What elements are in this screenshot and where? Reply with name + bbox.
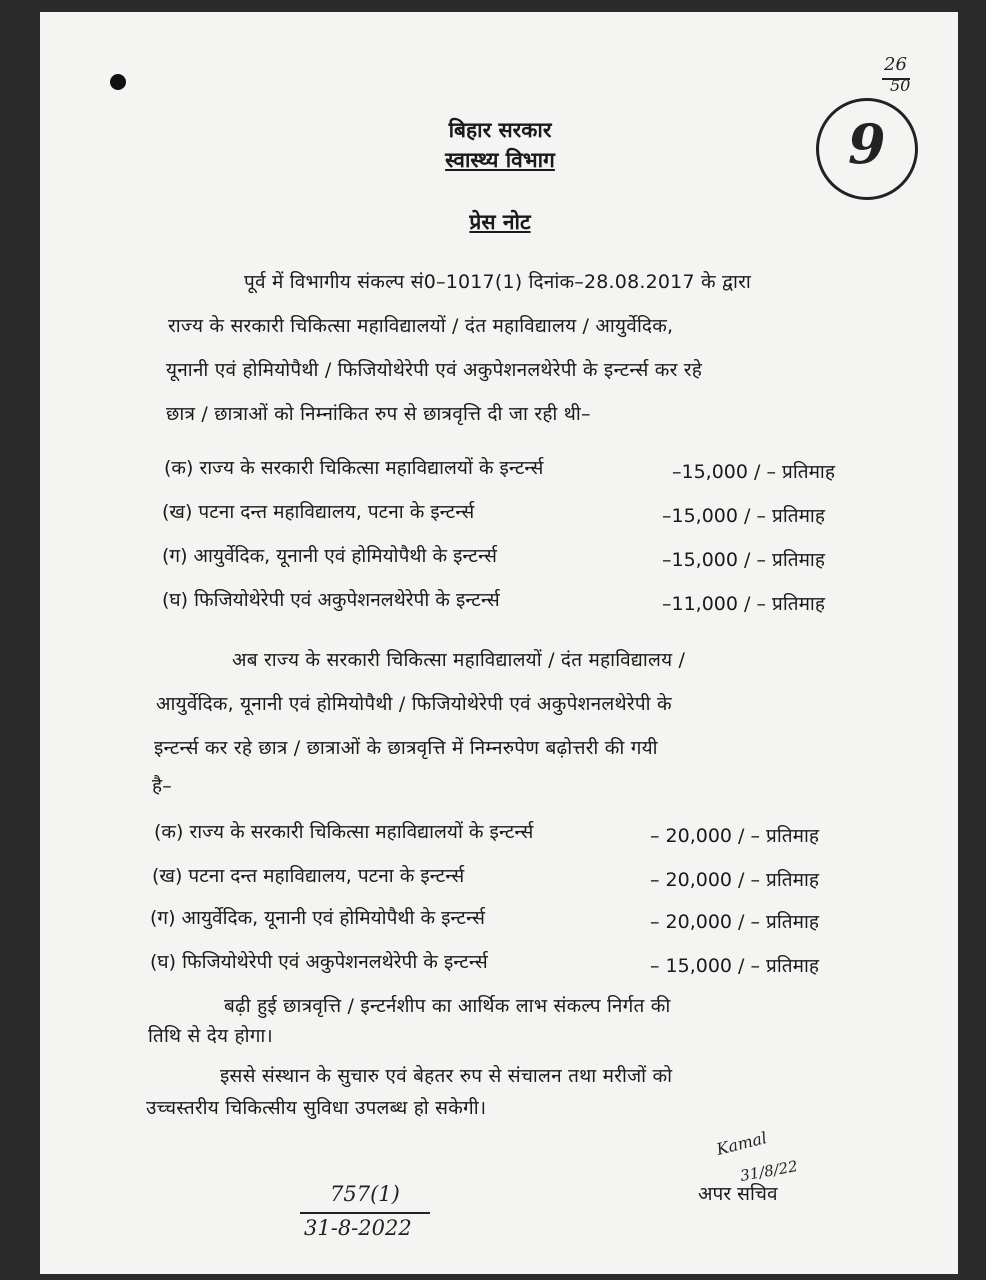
list2-amount-gha: – 15,000 / – प्रतिमाह <box>650 955 819 977</box>
punch-hole-mark <box>110 74 126 90</box>
signature-scribble: Kamal <box>714 1128 769 1159</box>
list2-item-kha: (ख) पटना दन्त महाविद्यालय, पटना के इन्टर्न्स <box>152 865 465 887</box>
para2-line2: आयुर्वेदिक, यूनानी एवं होमियोपैथी / फिजियोथेरेपी एवं अकुपेशनलथेरेपी के <box>156 693 672 715</box>
department-name: स्वास्थ्य विभाग <box>445 148 555 172</box>
signatory-designation: अपर सचिव <box>698 1183 778 1205</box>
para2-line4: है– <box>152 775 172 797</box>
dispatch-date: 31-8-2022 <box>304 1216 412 1240</box>
page-number-bottom: 50 <box>890 76 911 95</box>
list1-item-gha: (घ) फिजियोथेरेपी एवं अकुपेशनलथेरेपी के इन्टर्न्स <box>162 589 500 611</box>
circled-number: 9 <box>848 112 886 176</box>
list1-amount-gha: –11,000 / – प्रतिमाह <box>662 593 825 615</box>
list1-item-ga: (ग) आयुर्वेदिक, यूनानी एवं होमियोपैथी के इन्टर्न्स <box>162 545 497 567</box>
para1-line1: पूर्व में विभागीय संकल्प सं0–1017(1) दिनांक–28.08.2017 के द्वारा <box>244 271 751 293</box>
list1-amount-ga: –15,000 / – प्रतिमाह <box>662 549 825 571</box>
list1-amount-ka: –15,000 / – प्रतिमाह <box>672 461 835 483</box>
para4-line1: इससे संस्थान के सुचारु एवं बेहतर रुप से संचालन तथा मरीजों को <box>220 1065 673 1087</box>
para3-line2: तिथि से देय होगा। <box>148 1025 273 1047</box>
para3-line1: बढ़ी हुई छात्रवृत्ति / इन्टर्नशीप का आर्थिक लाभ संकल्प निर्गत की <box>224 995 671 1017</box>
list1-item-ka: (क) राज्य के सरकारी चिकित्सा महाविद्यालयों के इन्टर्न्स <box>164 457 544 479</box>
list1-item-kha: (ख) पटना दन्त महाविद्यालय, पटना के इन्टर्न्स <box>162 501 475 523</box>
list2-item-ka: (क) राज्य के सरकारी चिकित्सा महाविद्यालयों के इन्टर्न्स <box>154 821 534 843</box>
list1-amount-kha: –15,000 / – प्रतिमाह <box>662 505 825 527</box>
document-page <box>40 12 958 1274</box>
dispatch-divider <box>300 1212 430 1214</box>
para1-line3: यूनानी एवं होमियोपैथी / फिजियोथेरेपी एवं अकुपेशनलथेरेपी के इन्टर्न्स कर रहे <box>166 359 703 381</box>
list2-item-gha: (घ) फिजियोथेरेपी एवं अकुपेशनलथेरेपी के इन्टर्न्स <box>150 951 488 973</box>
govt-name: बिहार सरकार <box>448 118 552 142</box>
para2-line1: अब राज्य के सरकारी चिकित्सा महाविद्यालयों / दंत महाविद्यालय / <box>232 649 686 671</box>
para2-line3: इन्टर्न्स कर रहे छात्र / छात्राओं के छात्रवृत्ति में निम्नरुपेण बढ़ोत्तरी की गयी <box>154 737 658 759</box>
list2-item-ga: (ग) आयुर्वेदिक, यूनानी एवं होमियोपैथी के इन्टर्न्स <box>150 907 485 929</box>
dispatch-number: 757(1) <box>330 1182 400 1206</box>
page-number-top: 26 <box>884 54 907 75</box>
list2-amount-ga: – 20,000 / – प्रतिमाह <box>650 911 819 933</box>
document-title: प्रेस नोट <box>469 210 531 234</box>
list2-amount-kha: – 20,000 / – प्रतिमाह <box>650 869 819 891</box>
para4-line2: उच्चस्तरीय चिकित्सीय सुविधा उपलब्ध हो सकेगी। <box>146 1097 487 1119</box>
para1-line2: राज्य के सरकारी चिकित्सा महाविद्यालयों / दंत महाविद्यालय / आयुर्वेदिक, <box>168 315 674 337</box>
signature-date: 31/8/22 <box>738 1157 799 1185</box>
para1-line4: छात्र / छात्राओं को निम्नांकित रुप से छात्रवृत्ति दी जा रही थी– <box>166 403 591 425</box>
list2-amount-ka: – 20,000 / – प्रतिमाह <box>650 825 819 847</box>
